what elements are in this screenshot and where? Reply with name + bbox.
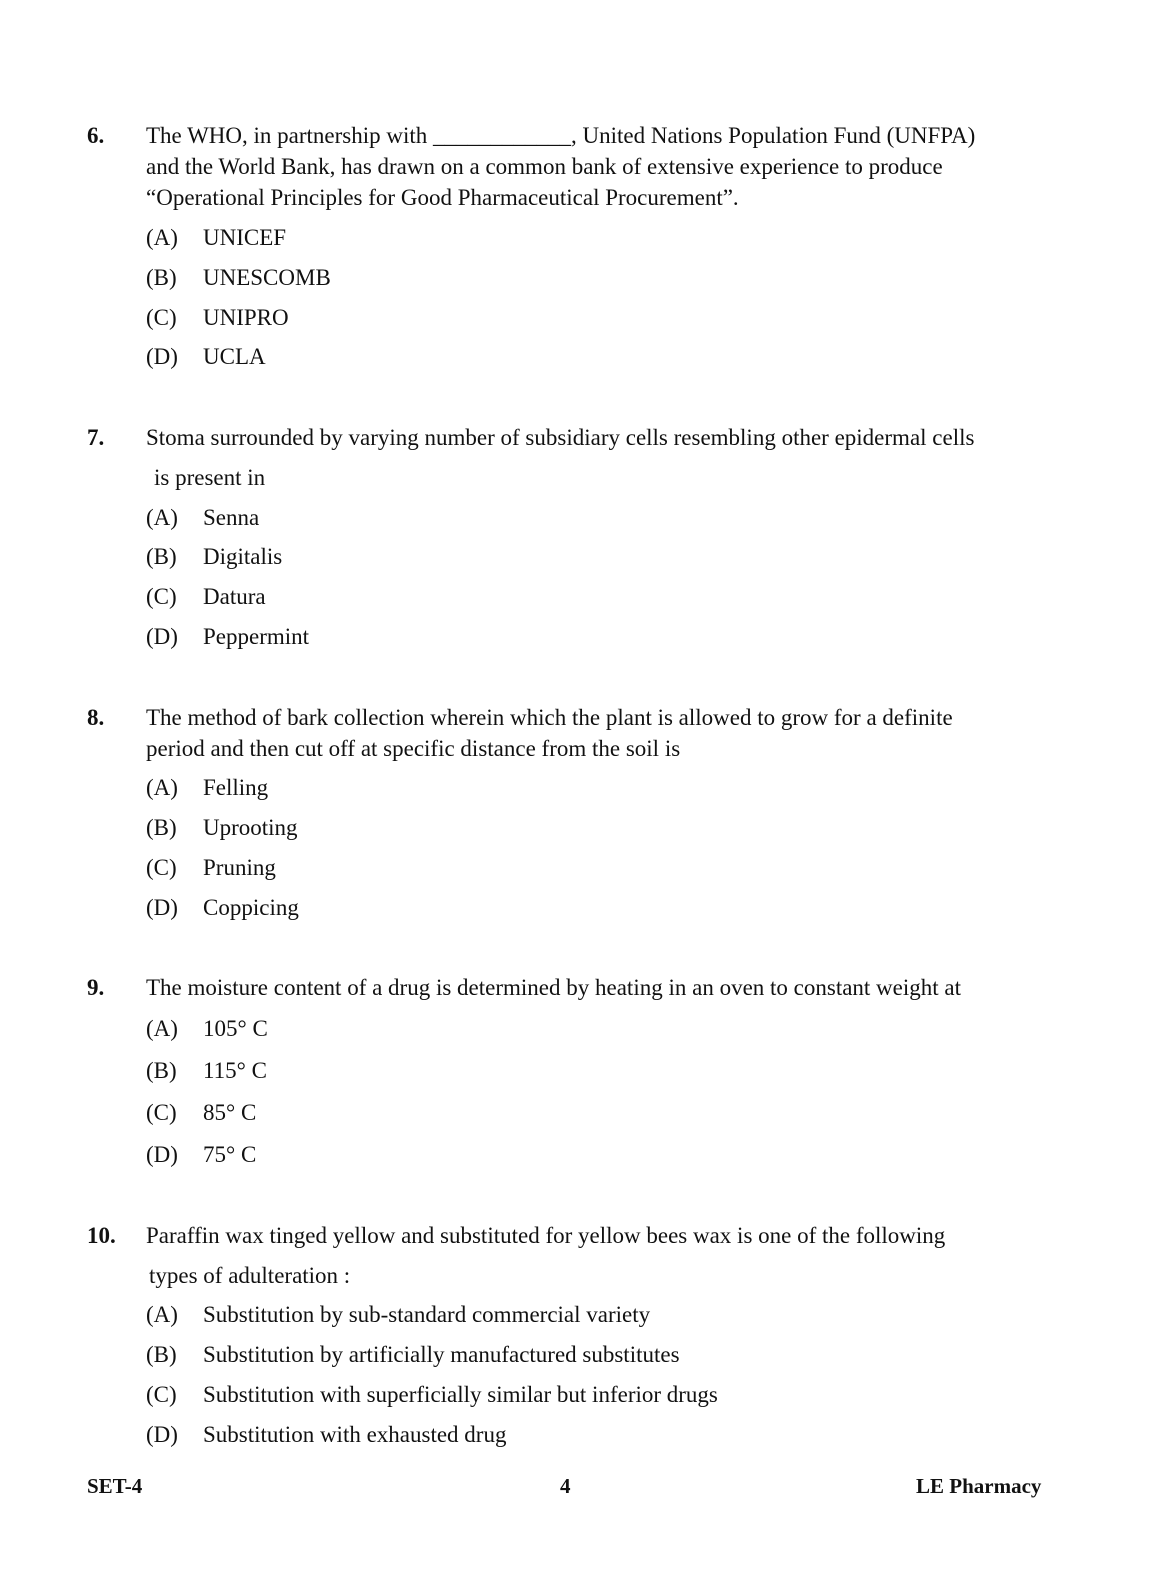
option-letter: (D) [146,895,178,920]
question-text-line: The WHO, in partnership with ____________, United Nations Population Fund (UNFPA) [146,123,976,148]
option-text: 105° C [203,1016,268,1041]
option-8b[interactable] [146,813,298,843]
option-letter: (C) [146,584,177,609]
footer-set-code: SET-4 [87,1474,143,1498]
footer-page-number: 4 [560,1474,571,1498]
option-7c[interactable] [146,582,266,612]
option-text: Digitalis [203,544,283,569]
question-number: 8. [87,705,105,730]
question-text-line: is present in [154,465,266,490]
question-text-line: Stoma surrounded by varying number of subsidiary cells resembling other epidermal cells [146,425,975,450]
question-text [146,972,1058,1003]
option-text: Substitution with superficially similar but inferior drugs [203,1382,718,1407]
question-number: 10. [87,1223,116,1248]
option-text: UNICEF [203,225,287,250]
option-8c[interactable] [146,853,276,883]
question-number: 9. [87,975,105,1000]
option-letter: (A) [146,505,178,530]
option-text: Felling [203,775,269,800]
question-text [146,702,1058,764]
option-text: Peppermint [203,624,310,649]
option-letter: (A) [146,1016,178,1041]
option-text: Substitution by sub-standard commercial variety [203,1302,651,1327]
option-letter: (C) [146,1382,177,1407]
option-7a[interactable] [146,503,259,533]
option-text: UNIPRO [203,305,289,330]
option-7b[interactable] [146,542,282,572]
question-text [146,422,1058,493]
option-9c[interactable] [146,1098,256,1128]
question-text-line: and the World Bank, has drawn on a common bank of extensive experience to produce [146,154,943,179]
option-text: UNESCOMB [203,265,331,290]
option-9b[interactable] [146,1056,267,1086]
option-10d[interactable] [146,1420,506,1450]
option-text: 85° C [203,1100,257,1125]
option-letter: (B) [146,1058,177,1083]
option-text: Datura [203,584,266,609]
option-9a[interactable] [146,1014,268,1044]
question-text [146,1220,1058,1291]
option-text: UCLA [203,344,266,369]
option-text: 75° C [203,1142,257,1167]
option-text: Substitution with exhausted drug [203,1422,507,1447]
option-letter: (D) [146,1142,178,1167]
option-letter: (D) [146,344,178,369]
option-letter: (A) [146,225,178,250]
question-text-line: types of adulteration : [149,1263,351,1288]
option-10b[interactable] [146,1340,680,1370]
option-10a[interactable] [146,1300,650,1330]
option-letter: (B) [146,1342,177,1367]
option-7d[interactable] [146,622,309,652]
question-text-line: Paraffin wax tinged yellow and substituted for yellow bees wax is one of the following [146,1223,946,1248]
option-text: Substitution by artificially manufactured substitutes [203,1342,680,1367]
option-letter: (D) [146,1422,178,1447]
option-letter: (A) [146,1302,178,1327]
option-text: Senna [203,505,260,530]
question-text [146,120,1058,213]
option-6a[interactable] [146,223,286,253]
option-8d[interactable] [146,893,299,923]
question-text-line: “Operational Principles for Good Pharmaceutical Procurement”. [146,185,739,210]
option-letter: (B) [146,544,177,569]
question-text-line: The method of bark collection wherein which the plant is allowed to grow for a definite [146,705,953,730]
option-text: Uprooting [203,815,298,840]
option-10c[interactable] [146,1380,718,1410]
option-6b[interactable] [146,263,331,293]
option-text: Coppicing [203,895,299,920]
footer-subject: LE Pharmacy [916,1474,1042,1498]
option-text: Pruning [203,855,276,880]
option-6d[interactable] [146,342,266,372]
option-letter: (C) [146,305,177,330]
option-letter: (B) [146,265,177,290]
option-letter: (A) [146,775,178,800]
option-9d[interactable] [146,1140,256,1170]
option-text: 115° C [203,1058,267,1083]
option-8a[interactable] [146,773,268,803]
option-letter: (C) [146,1100,177,1125]
question-number: 7. [87,425,105,450]
option-6c[interactable] [146,303,289,333]
option-letter: (D) [146,624,178,649]
option-letter: (C) [146,855,177,880]
question-text-line: The moisture content of a drug is determined by heating in an oven to constant weight at [146,975,962,1000]
question-number: 6. [87,123,105,148]
question-text-line: period and then cut off at specific distance from the soil is [146,736,681,761]
option-letter: (B) [146,815,177,840]
